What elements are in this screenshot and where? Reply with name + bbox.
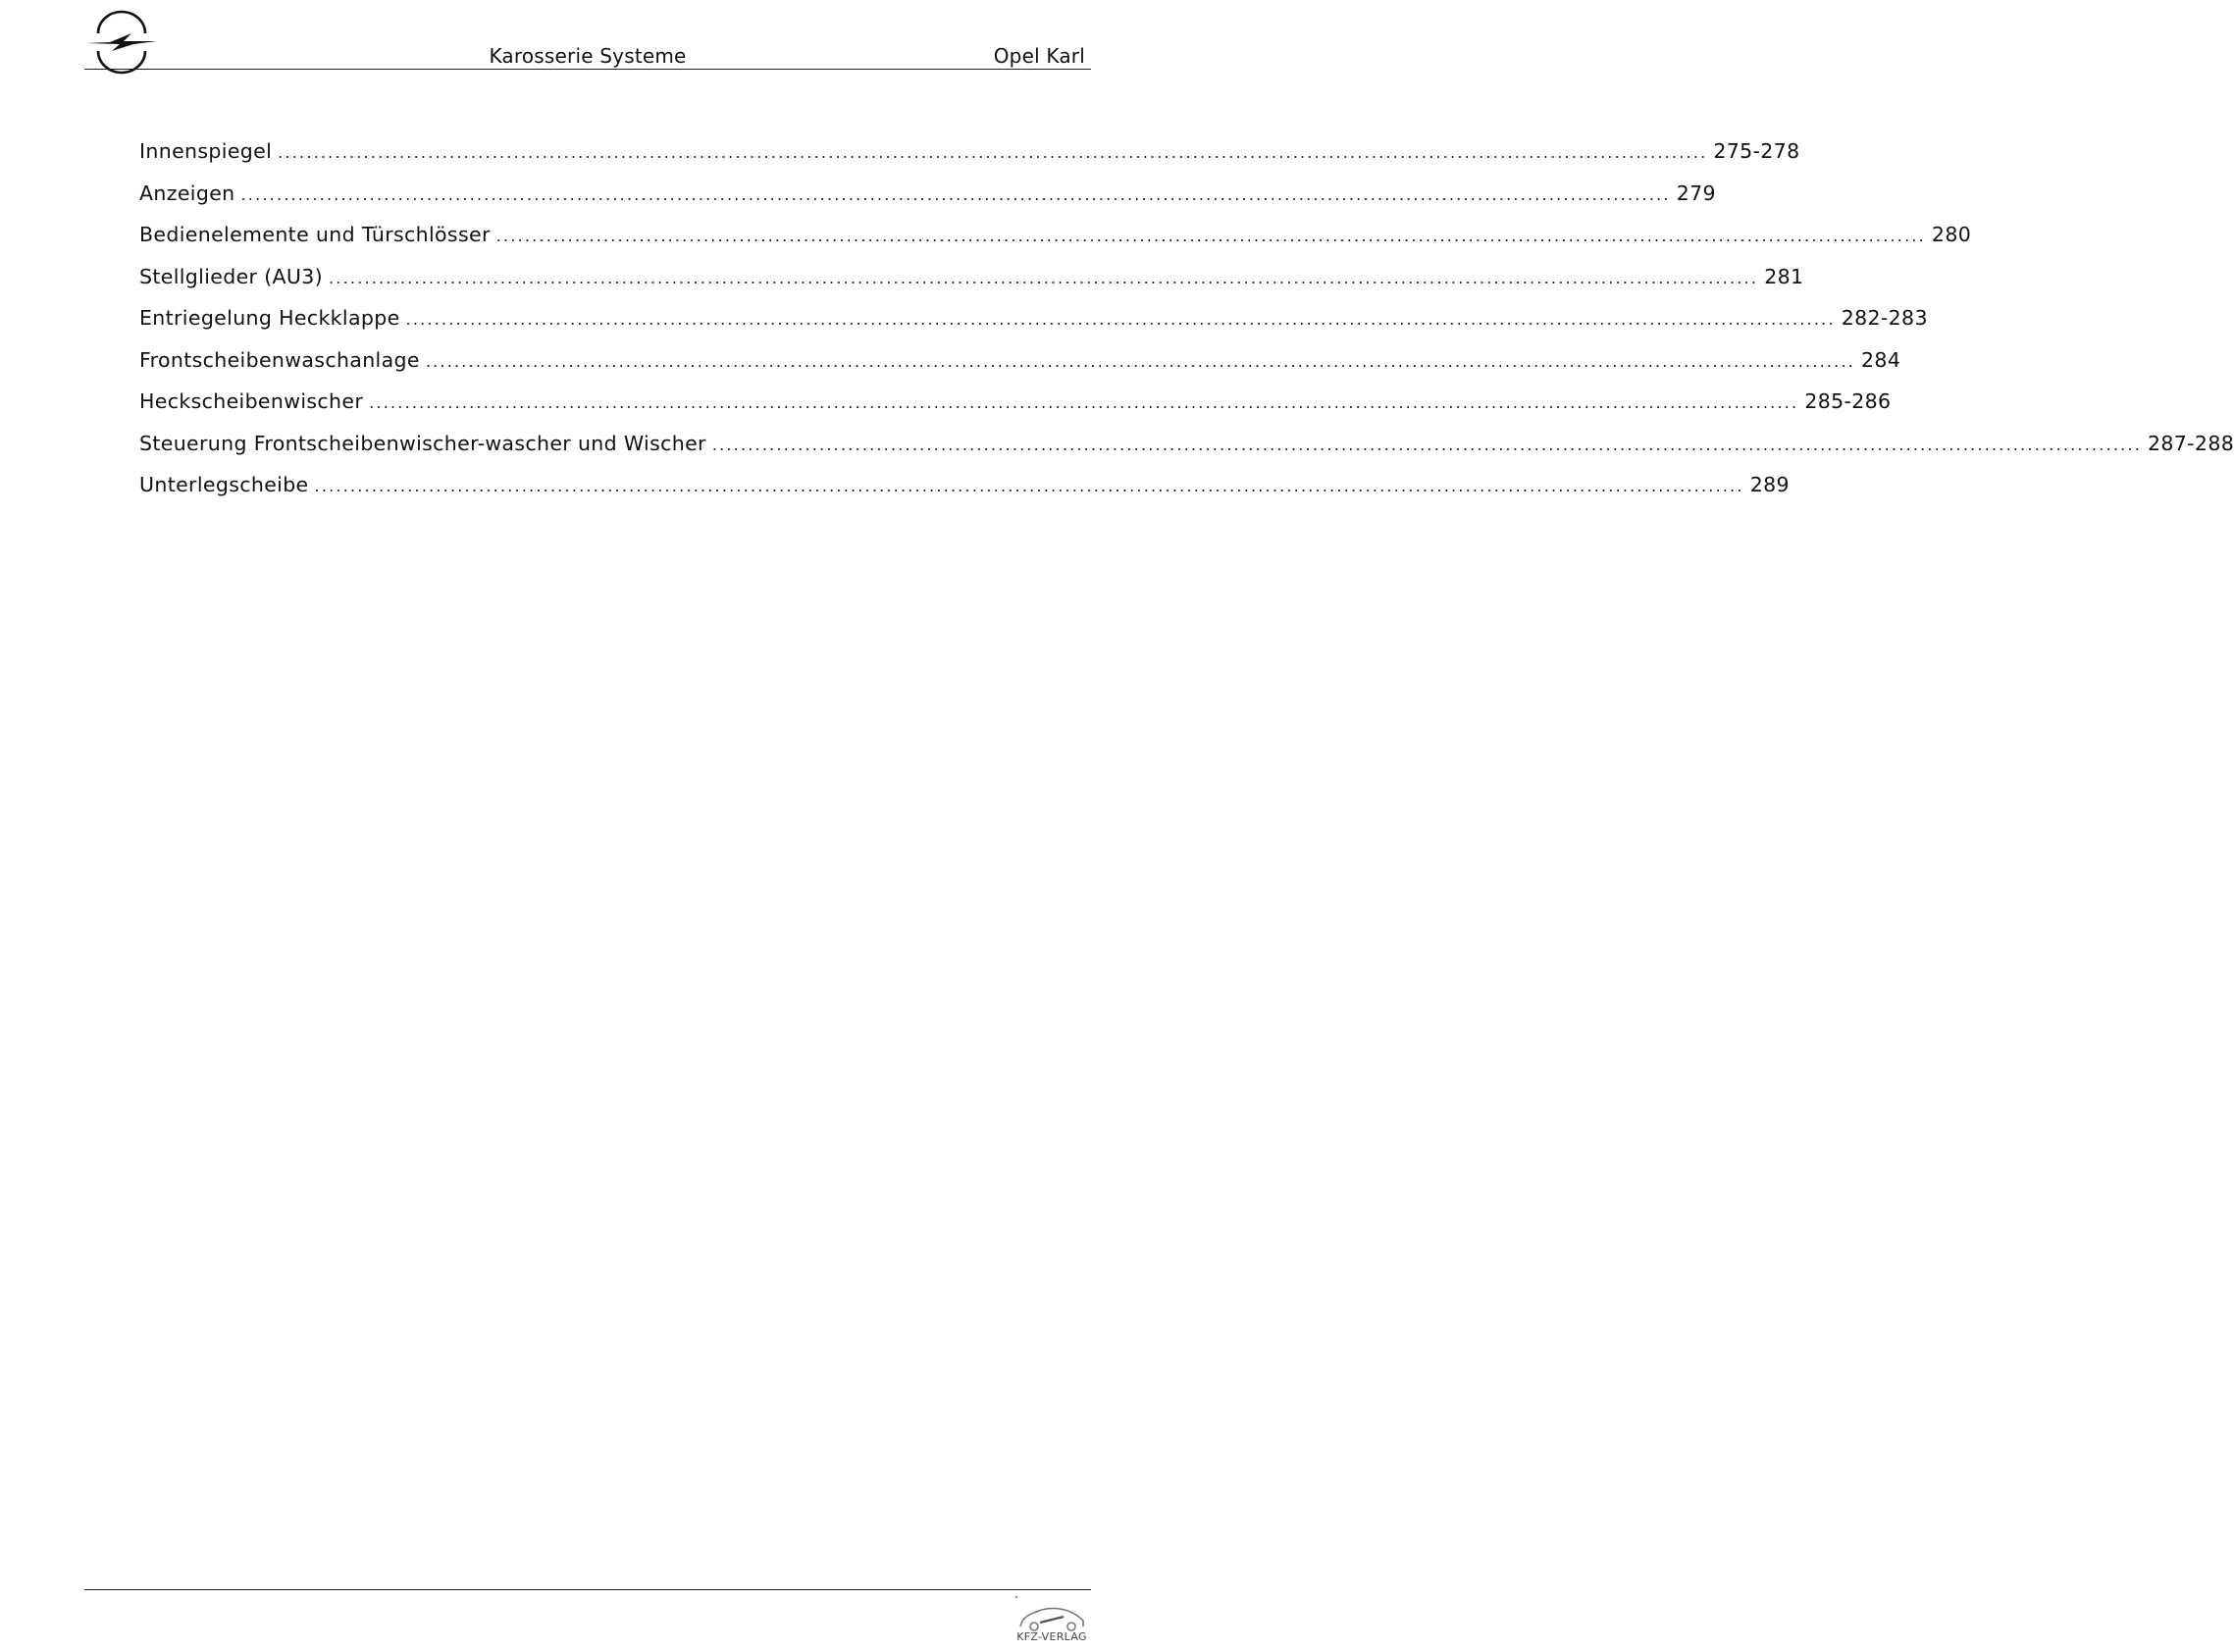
- toc-entry[interactable]: [139, 347, 1901, 390]
- toc-entry[interactable]: [139, 223, 1972, 265]
- toc-entry-page: 285-286: [1804, 389, 1892, 413]
- toc-leader-dots: ........................................................................................................................................................................................................: [369, 393, 1799, 412]
- toc-entry[interactable]: [139, 473, 1790, 515]
- footer-brand-name: KFZ-VERLAG: [1016, 1630, 1087, 1643]
- toc-entry-page: 282-283: [1841, 306, 1928, 330]
- toc-entry-title: Unterlegscheibe: [139, 473, 309, 496]
- toc-entry-title: Stellglieder (AU3): [139, 264, 324, 288]
- toc-leader-dots: ........................................................................................................................................................................................................: [405, 310, 1836, 329]
- header-section-title: Karosserie Systeme: [489, 44, 687, 68]
- toc-entry[interactable]: [139, 389, 1892, 432]
- toc-entry-title: Bedienelemente und Türschlösser: [139, 223, 491, 246]
- toc-entry-page: 280: [1931, 223, 1972, 246]
- toc-entry-page: 281: [1764, 264, 1804, 288]
- toc-entry-title: Entriegelung Heckklappe: [139, 306, 400, 330]
- toc-entry-page: 287-288: [2148, 431, 2234, 455]
- toc-entry[interactable]: [139, 306, 1928, 348]
- toc-entry-page: 284: [1861, 347, 1901, 372]
- toc-entry[interactable]: [139, 264, 1804, 307]
- toc-leader-dots: ........................................................................................................................................................................................................: [240, 184, 1671, 204]
- toc-entry-title: Frontscheibenwaschanlage: [139, 347, 420, 372]
- page-header: [84, 18, 1091, 70]
- toc-leader-dots: ........................................................................................................................................................................................................: [278, 143, 1708, 162]
- toc-entry-page: 275-278: [1713, 139, 1800, 163]
- toc-entry[interactable]: [139, 431, 2234, 474]
- toc-entry-title: Anzeigen: [139, 181, 235, 205]
- toc-leader-dots: ........................................................................................................................................................................................................: [711, 435, 2142, 454]
- header-vehicle-model: Opel Karl: [993, 44, 1085, 68]
- footer-divider: [84, 1589, 1091, 1590]
- table-of-contents: [139, 139, 2234, 515]
- toc-entry-title: Innenspiegel: [139, 139, 273, 163]
- toc-leader-dots: ........................................................................................................................................................................................................: [314, 477, 1744, 495]
- toc-leader-dots: ........................................................................................................................................................................................................: [495, 227, 1926, 245]
- toc-entry-page: 289: [1749, 473, 1790, 496]
- toc-leader-dots: ........................................................................................................................................................................................................: [425, 351, 1856, 371]
- toc-entry-page: 279: [1676, 181, 1716, 205]
- toc-leader-dots: ........................................................................................................................................................................................................: [329, 268, 1759, 287]
- toc-entry-title: Heckscheibenwischer: [139, 389, 364, 413]
- toc-entry-title: Steuerung Frontscheibenwischer-wascher und Wischer: [139, 431, 706, 455]
- toc-entry[interactable]: [139, 139, 1800, 181]
- toc-entry[interactable]: [139, 181, 1716, 224]
